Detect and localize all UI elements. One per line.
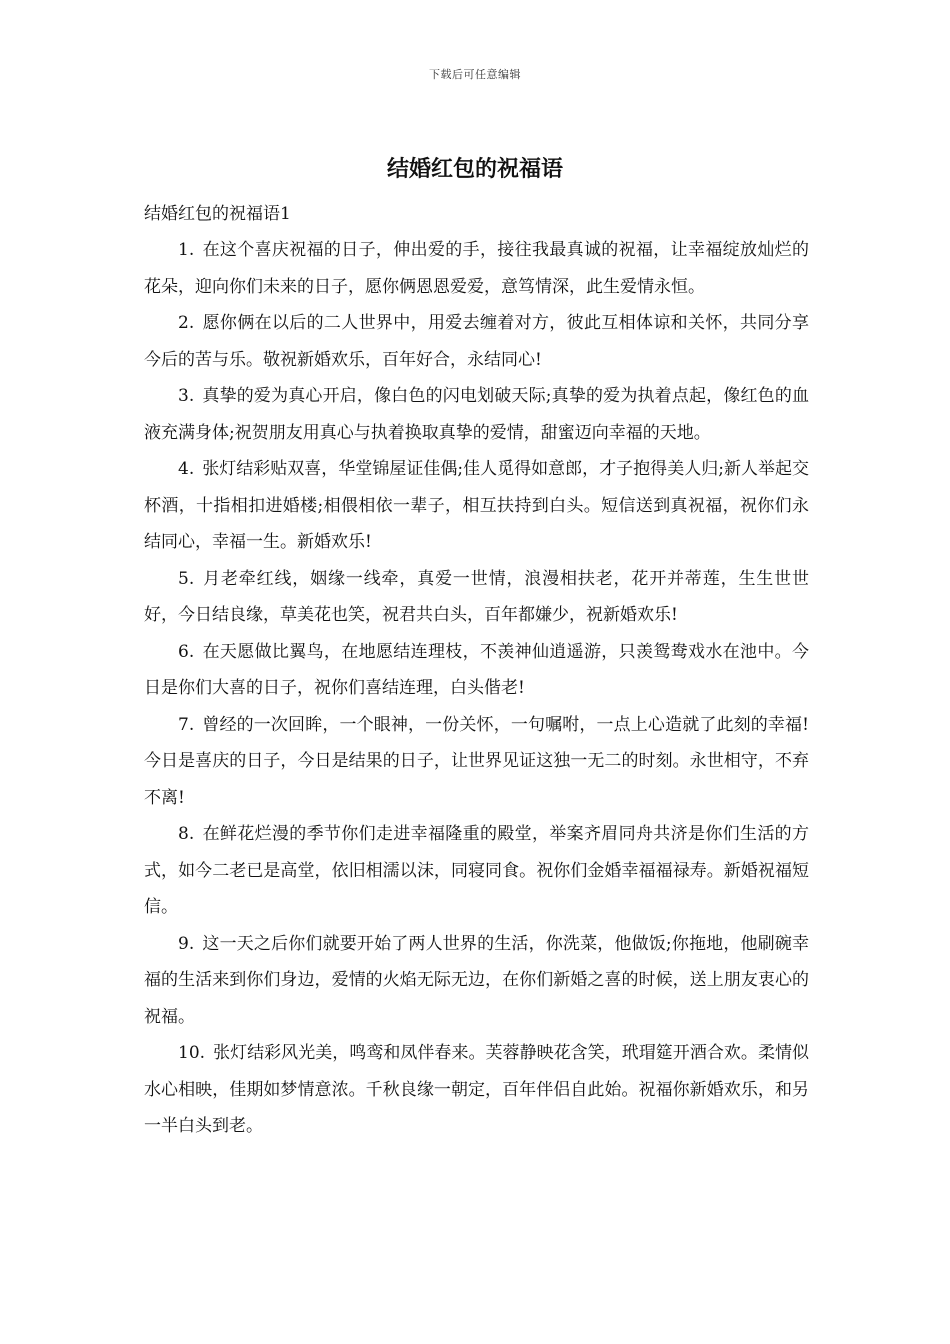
paragraph-number: 6.: [178, 641, 195, 662]
paragraph-number: 7.: [178, 714, 195, 735]
document-body: [144, 196, 809, 1145]
blessing-paragraph-3: [144, 378, 809, 451]
paragraph-number: 2.: [178, 313, 195, 333]
paragraph-number: 4.: [178, 459, 195, 479]
paragraph-text: 月老牵红线，姻缘一线牵，真爱一世情，浪漫相扶老，花开并蒂莲，生生世世好，今日结良缘，草美花也笑，祝君共白头，百年都嫌少，祝新婚欢乐!: [144, 568, 809, 625]
blessing-paragraph-2: [144, 305, 809, 378]
header-note: 下载后可任意编辑: [429, 68, 521, 81]
paragraph-number: 5.: [178, 568, 195, 589]
paragraph-text: 愿你俩在以后的二人世界中，用爱去缠着对方，彼此互相体谅和关怀，共同分享今后的苦与乐。敬祝新婚欢乐，百年好合，永结同心!: [144, 313, 809, 370]
blessing-paragraph-9: [144, 926, 809, 1036]
page-title: 结婚红包的祝福语: [386, 156, 563, 182]
paragraph-text: 在这个喜庆祝福的日子，伸出爱的手，接往我最真诚的祝福，让幸福绽放灿烂的花朵，迎向你们未来的日子，愿你俩恩恩爱爱，意笃情深，此生爱情永恒。: [144, 240, 809, 297]
paragraph-text: 真挚的爱为真心开启，像白色的闪电划破天际;真挚的爱为执着点起，像红色的血液充满身体;祝贺朋友用真心与执着换取真挚的爱情，甜蜜迈向幸福的天地。: [144, 386, 809, 443]
blessing-paragraph-5: [144, 561, 809, 634]
paragraph-text: 这一天之后你们就要开始了两人世界的生活，你洗菜，他做饭;你拖地，他刷碗幸福的生活来到你们身边，爱情的火焰无际无边，在你们新婚之喜的时候，送上朋友衷心的祝福。: [144, 933, 809, 1027]
paragraph-number: 10.: [178, 1043, 206, 1063]
paragraph-text: 曾经的一次回眸，一个眼神，一份关怀，一句嘱咐，一点上心造就了此刻的幸福!今日是喜庆的日子，今日是结果的日子，让世界见证这独一无二的时刻。永世相守，不弃不离!: [144, 714, 809, 808]
paragraph-number: 8.: [178, 824, 195, 844]
paragraph-text: 在天愿做比翼鸟，在地愿结连理枝，不羡神仙逍遥游，只羡鸳鸯戏水在池中。今日是你们大喜的日子，祝你们喜结连理，白头偕老!: [144, 641, 809, 698]
blessing-paragraph-8: [144, 816, 809, 926]
blessing-paragraph-1: [144, 232, 809, 305]
paragraph-number: 1.: [178, 240, 195, 260]
paragraph-text: 张灯结彩贴双喜，华堂锦屋证佳偶;佳人觅得如意郎，才子抱得美人归;新人举起交杯酒，十指相扣进婚楼;相偎相依一辈子，相互扶持到白头。短信送到真祝福，祝你们永结同心，幸福一生。新婚欢乐!: [144, 459, 809, 552]
blessing-paragraph-4: [144, 451, 809, 561]
paragraph-number: 3.: [178, 386, 195, 406]
blessing-paragraph-7: [144, 707, 809, 817]
blessing-paragraph-6: [144, 634, 809, 707]
paragraph-text: 张灯结彩风光美，鸣鸾和凤伴春来。芙蓉静映花含笑，玳瑁筵开酒合欢。柔情似水心相映，佳期如梦情意浓。千秋良缘一朝定，百年伴侣自此始。祝福你新婚欢乐，和另一半白头到老。: [144, 1043, 809, 1136]
paragraph-number: 9.: [178, 933, 195, 954]
blessing-paragraph-10: [144, 1035, 809, 1145]
paragraph-text: 在鲜花烂漫的季节你们走进幸福隆重的殿堂，举案齐眉同舟共济是你们生活的方式，如今二老已是高堂，依旧相濡以沫，同寝同食。祝你们金婚幸福福禄寿。新婚祝福短信。: [144, 824, 809, 917]
section-subtitle: 结婚红包的祝福语1: [144, 204, 291, 224]
